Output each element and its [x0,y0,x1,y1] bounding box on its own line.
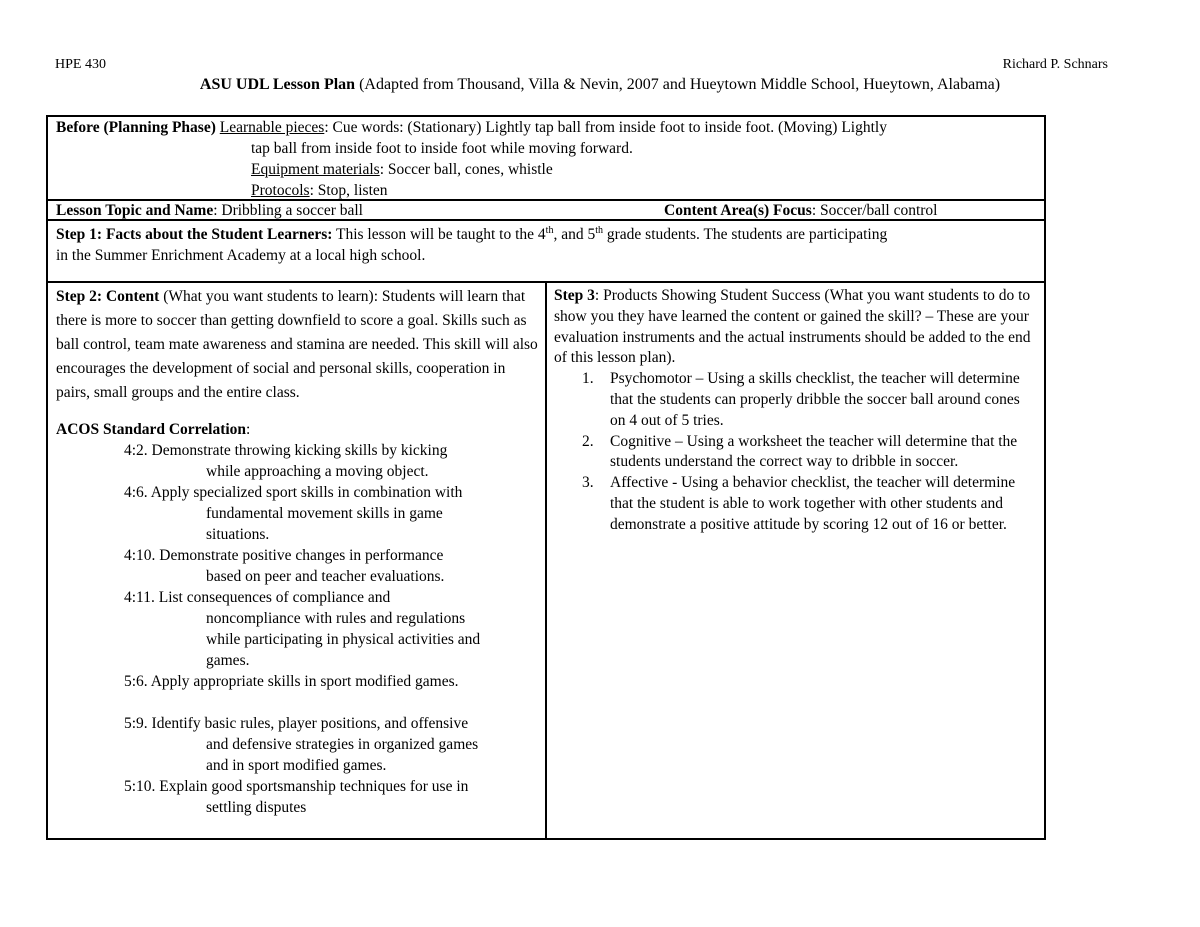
course-code: HPE 430 [55,57,106,72]
evaluation-text: Psychomotor – Using a skills checklist, the teacher will determine that the students can properly dribble the soccer ball around cones on 4 out of 5 tries. [610,370,1020,429]
topic-label: Lesson Topic and Name [56,202,214,219]
step1-sup-b: th [595,224,603,236]
learnable-label: Learnable pieces [219,119,325,136]
evaluation-number: 3. [582,474,594,492]
evaluation-item [554,432,1039,474]
standard-item-cont: based on peer and teacher evaluations. [206,568,445,585]
evaluation-text: Affective - Using a behavior checklist, the teacher will determine that the student is able to work together with other students and demonstrate a positive attitude by scoring 12 out of 16 or better. [610,474,1016,533]
topic-cell [56,200,363,221]
standard-item: 4:6. Apply specialized sport skills in combination with [124,484,463,501]
column-divider [545,283,547,838]
planning-cell [56,117,1041,201]
step1-text-b: , and 5 [553,226,596,243]
standard-item-cont: and in sport modified games. [206,757,387,774]
standard-item: 4:11. List consequences of compliance and [124,589,391,606]
topic-row [48,201,1044,221]
step1-label: Step 1: Facts about the Student Learners: [56,226,333,243]
equipment-label: Equipment materials [251,161,380,178]
step1-sup-a: th [545,224,554,236]
title-rest: (Adapted from Thousand, Villa & Nevin, 2007 and Hueytown Middle School, Hueytown, Alabama) [355,76,1001,93]
evaluation-item [554,369,1039,431]
evaluation-number: 1. [582,370,594,388]
evaluation-item [554,473,1039,535]
step2-label: Step 2: Content [56,288,160,305]
step3-label: Step 3 [554,287,595,304]
standards-list [56,440,541,818]
standard-item-cont: settling disputes [206,799,307,816]
step3-text: : Products Showing Student Success (What you want students to do to show you they have learned the content or gained the skill? – These are your evaluation instruments and the actual instruments should be added to the end of this lesson plan). [554,287,1031,367]
acos-colon: : [246,421,251,438]
evaluation-text: Cognitive – Using a worksheet the teacher will determine that the students understand the correct way to dribble in soccer. [610,432,1018,471]
step2-cell [56,285,541,818]
topic-value: : Dribbling a soccer ball [213,202,363,219]
learnable-text: : Cue words: (Stationary) Lightly tap ball from inside foot to inside foot. (Moving) Lightly [324,119,887,136]
step2-text: (What you want students to learn): Students will learn that there is more to soccer than getting downfield to score a goal. Skills such as ball control, team mate awareness and stamina are needed. This skill will also encourages the development of social and personal skills, cooperation in pairs, small groups and the entire class. [56,288,538,401]
page-title [0,76,1200,94]
evaluation-list [554,369,1039,535]
standard-item: 5:10. Explain good sportsmanship techniques for use in [124,778,469,795]
standard-item: 4:2. Demonstrate throwing kicking skills by kicking [124,442,448,459]
standard-item-cont: fundamental movement skills in game [206,505,443,522]
standard-item: 5:6. Apply appropriate skills in sport modified games. [124,673,459,690]
standard-item: 4:10. Demonstrate positive changes in performance [124,547,444,564]
protocols-label: Protocols [251,182,310,199]
focus-label: Content Area(s) Focus [664,202,812,219]
step1-text-c: grade students. The students are participating [603,226,888,243]
standard-item-cont: situations. [206,526,270,543]
protocols-text: : Stop, listen [309,182,388,199]
step1-cell [56,224,1041,266]
standard-item-cont: games. [206,652,250,669]
step1-text-a: This lesson will be taught to the 4 [332,226,546,243]
evaluation-number: 2. [582,432,594,450]
planning-label: Before (Planning Phase) [56,119,216,136]
title-bold: ASU UDL Lesson Plan [199,76,356,93]
standard-item-cont: noncompliance with rules and regulations [206,610,466,627]
author-name: Richard P. Schnars [1002,57,1108,72]
standard-item-cont: and defensive strategies in organized games [206,736,479,753]
focus-value: : Soccer/ball control [811,202,938,219]
step1-row [48,221,1044,283]
equipment-text: : Soccer ball, cones, whistle [379,161,553,178]
step3-cell [554,286,1039,536]
standard-item-cont: while participating in physical activities and [206,631,481,648]
focus-cell [664,200,938,221]
planning-row [48,117,1044,201]
step1-text-d: in the Summer Enrichment Academy at a local high school. [56,247,426,264]
learnable-text-cont: tap ball from inside foot to inside foot while moving forward. [251,140,633,157]
lesson-plan-table [46,115,1046,840]
standards-gap [56,692,541,713]
standard-item-cont: while approaching a moving object. [206,463,429,480]
acos-section [56,419,541,818]
acos-label: ACOS Standard Correlation [56,421,247,438]
standard-item: 5:9. Identify basic rules, player positions, and offensive [124,715,469,732]
